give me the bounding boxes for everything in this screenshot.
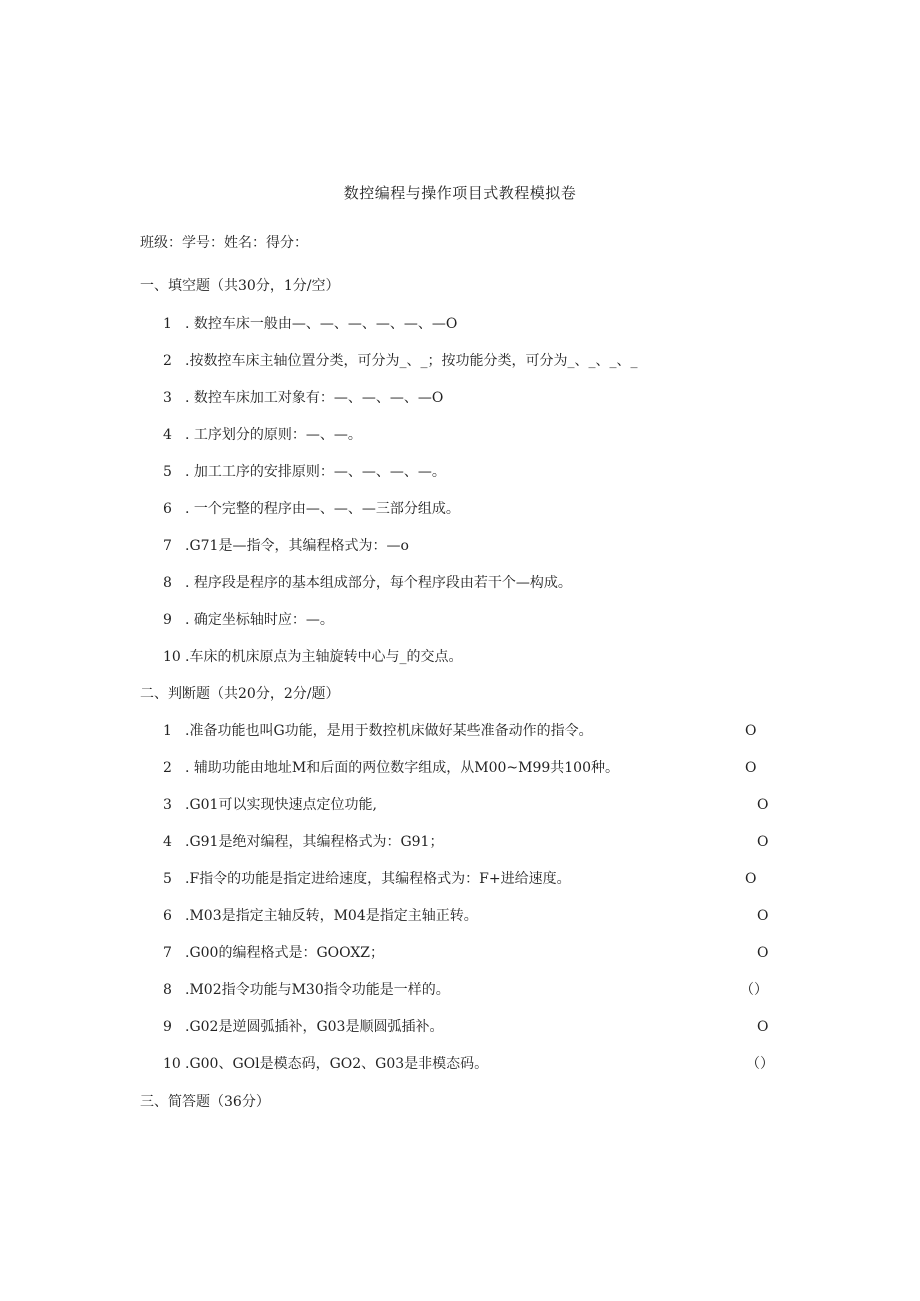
item-text: . 辅助功能由地址M和后面的两位数字组成，从M00~M99共100种。	[185, 760, 619, 776]
answer-mark: （）	[746, 1056, 774, 1072]
item-text: . 程序段是程序的基本组成部分，每个程序段由若干个—构成。	[185, 575, 572, 591]
item-number: 2	[163, 353, 172, 369]
fill-blank-item	[163, 462, 446, 482]
item-text: . 数控车床一般由—、—、—、—、—、—O	[185, 316, 458, 332]
item-number: 9	[163, 612, 172, 628]
fill-blank-item	[163, 314, 457, 334]
fill-blank-item	[163, 388, 443, 408]
true-false-item	[163, 1017, 443, 1037]
section-fill-blank-heading: 一、填空题（共30分，1分/空）	[140, 278, 340, 294]
section-short-answer-heading: 三、简答题（36分）	[140, 1094, 270, 1110]
item-number: 1	[163, 723, 172, 739]
item-text: .G71是—指令，其编程格式为：—o	[185, 538, 409, 554]
item-text: . 加工工序的安排原则：—、—、—、—。	[185, 464, 446, 480]
fill-blank-item	[163, 610, 334, 630]
answer-mark: （）	[740, 982, 768, 998]
item-text: .G02是逆圆弧插补，G03是顺圆弧插补。	[185, 1019, 444, 1035]
fill-blank-item	[163, 536, 409, 556]
item-number: 3	[163, 390, 172, 406]
item-number: 6	[163, 501, 172, 517]
answer-mark: O	[745, 871, 757, 887]
answer-mark: O	[757, 945, 769, 961]
item-text: . 一个完整的程序由—、—、—三部分组成。	[185, 501, 460, 517]
item-text: .G01可以实现快速点定位功能,	[185, 797, 377, 813]
item-number: 4	[163, 834, 172, 850]
true-false-item	[163, 795, 377, 815]
item-number: 1	[163, 316, 172, 332]
item-number: 8	[163, 575, 172, 591]
item-number: 8	[163, 982, 172, 998]
item-text: .G00、GOl是模态码，GO2、G03是非模态码。	[185, 1056, 489, 1072]
item-text: .按数控车床主轴位置分类，可分为_、_；按功能分类，可分为_、_、_、_	[185, 353, 638, 369]
item-text: .M03是指定主轴反转，M04是指定主轴正转。	[185, 908, 478, 924]
item-text: .G00的编程格式是：GOOXZ；	[185, 945, 385, 961]
item-number: 7	[163, 945, 172, 961]
item-number: 10	[163, 1056, 181, 1072]
exam-title: 数控编程与操作项目式教程模拟卷	[343, 184, 577, 202]
item-number: 5	[163, 464, 172, 480]
item-text: .G91是绝对编程，其编程格式为：G91；	[185, 834, 444, 850]
item-text: . 工序划分的原则：—、—。	[185, 427, 362, 443]
true-false-item	[163, 1054, 488, 1074]
item-number: 5	[163, 871, 172, 887]
item-number: 3	[163, 797, 172, 813]
true-false-item	[163, 869, 571, 889]
item-number: 4	[163, 427, 172, 443]
fill-blank-item	[163, 351, 637, 371]
item-number: 10	[163, 649, 181, 665]
answer-mark: O	[757, 797, 769, 813]
true-false-item	[163, 980, 450, 1000]
item-text: .M02指令功能与M30指令功能是一样的。	[185, 982, 450, 998]
true-false-item	[163, 832, 443, 852]
true-false-item	[163, 906, 478, 926]
fill-blank-item	[163, 425, 362, 445]
item-number: 9	[163, 1019, 172, 1035]
answer-mark: O	[745, 760, 757, 776]
item-text: . 数控车床加工对象有：—、—、—、—O	[185, 390, 444, 406]
answer-mark: O	[757, 834, 769, 850]
answer-mark: O	[745, 723, 757, 739]
item-number: 7	[163, 538, 172, 554]
item-text: . 确定坐标轴时应：—。	[185, 612, 334, 628]
true-false-item	[163, 721, 593, 741]
item-number: 2	[163, 760, 172, 776]
item-text: .车床的机床原点为主轴旋转中心与_的交点。	[185, 649, 463, 665]
fill-blank-item	[163, 499, 460, 519]
answer-mark: O	[757, 908, 769, 924]
item-text: .准备功能也叫G功能，是用于数控机床做好某些准备动作的指令。	[185, 723, 593, 739]
fill-blank-item	[163, 573, 572, 593]
fill-blank-item	[163, 647, 462, 667]
true-false-item	[163, 758, 619, 778]
section-true-false-heading: 二、判断题（共20分，2分/题）	[140, 686, 340, 702]
true-false-item	[163, 943, 384, 963]
answer-mark: O	[757, 1019, 769, 1035]
item-text: .F指令的功能是指定进给速度，其编程格式为：F+进给速度。	[185, 871, 571, 887]
item-number: 6	[163, 908, 172, 924]
student-info-header: 班级：学号：姓名：得分：	[140, 235, 308, 251]
